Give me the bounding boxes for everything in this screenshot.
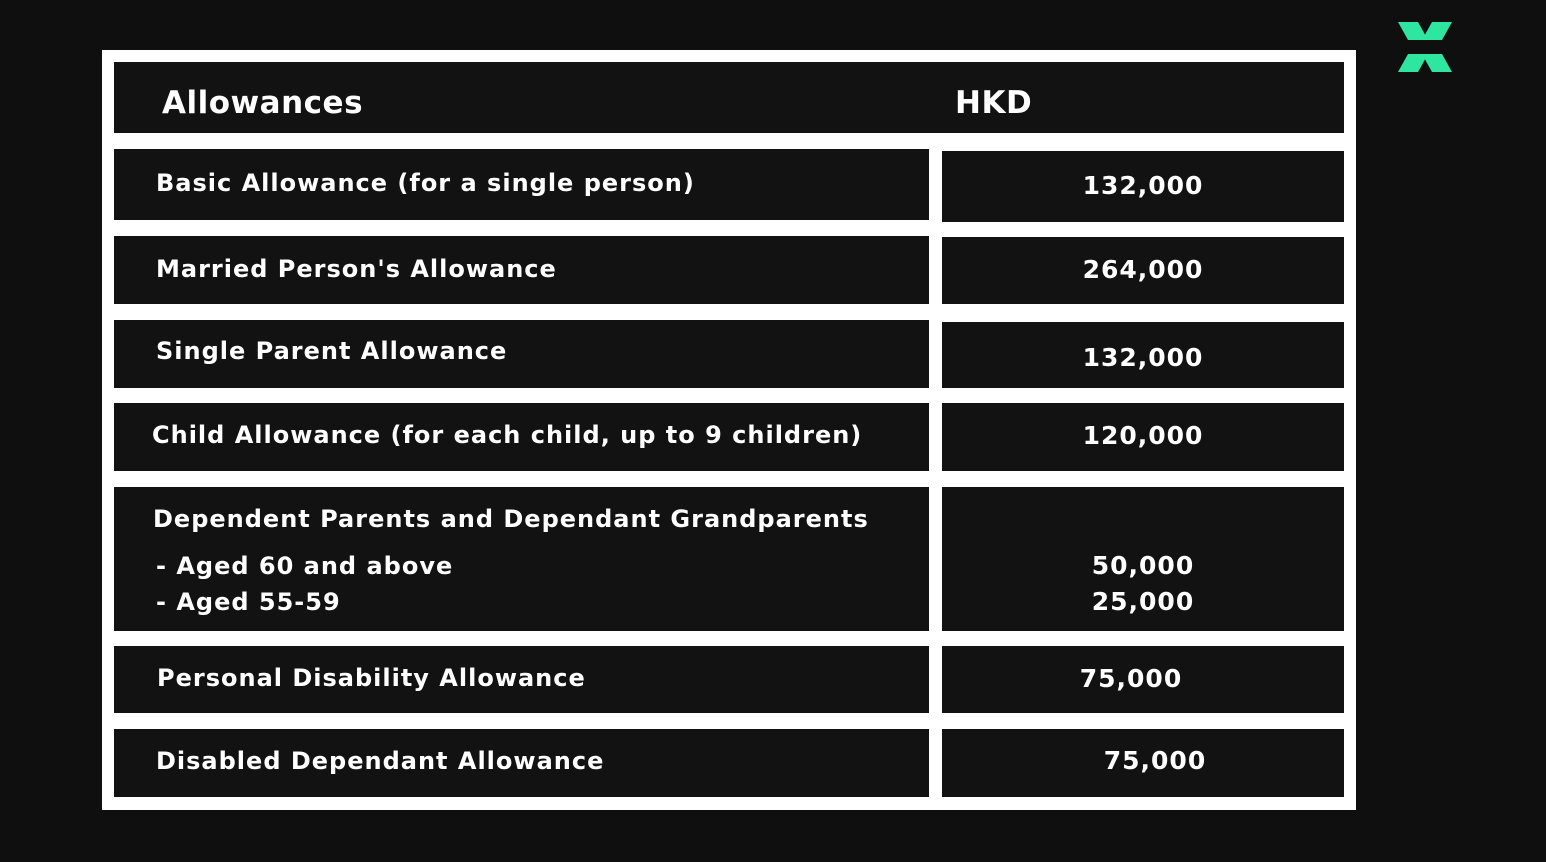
table-row-label-cell xyxy=(114,149,929,220)
row-label: Personal Disability Allowance xyxy=(157,664,586,692)
header-hkd: HKD xyxy=(955,85,1033,121)
table-header xyxy=(114,62,1344,133)
row-value: 50,000 xyxy=(1091,551,1195,580)
allowances-table xyxy=(102,50,1356,810)
header-allowances: Allowances xyxy=(162,85,364,121)
row-value: 132,000 xyxy=(1082,343,1204,372)
table-row-label-cell xyxy=(114,403,929,471)
table-row-label-cell xyxy=(114,320,929,388)
row-value: 75,000 xyxy=(1079,664,1183,693)
table-row-value-cell xyxy=(942,237,1344,304)
row-label: Child Allowance (for each child, up to 9 children) xyxy=(152,421,863,449)
row-sub-label: - Aged 60 and above xyxy=(156,552,454,580)
row-sub-label: - Aged 55-59 xyxy=(156,588,341,616)
row-label: Disabled Dependant Allowance xyxy=(156,747,605,775)
row-value: 120,000 xyxy=(1082,421,1204,450)
row-label: Married Person's Allowance xyxy=(156,255,557,283)
table-row-value-cell xyxy=(942,322,1344,388)
x-logo-icon xyxy=(1396,22,1454,72)
row-label: Dependent Parents and Dependant Grandparents xyxy=(153,505,869,533)
row-label: Single Parent Allowance xyxy=(156,337,508,365)
table-row-value-cell xyxy=(942,487,1344,631)
row-value: 25,000 xyxy=(1091,587,1195,616)
row-value: 264,000 xyxy=(1082,255,1204,284)
row-label: Basic Allowance (for a single person) xyxy=(156,169,695,197)
row-value: 132,000 xyxy=(1082,171,1204,200)
table-row-value-cell xyxy=(942,646,1344,713)
table-row-label-cell xyxy=(114,646,929,713)
table-row-label-cell xyxy=(114,487,929,631)
row-value: 75,000 xyxy=(1103,746,1207,775)
table-row-value-cell xyxy=(942,151,1344,222)
table-row-value-cell xyxy=(942,403,1344,471)
table-row-label-cell xyxy=(114,236,929,304)
table-row-value-cell xyxy=(942,729,1344,797)
table-row-label-cell xyxy=(114,729,929,797)
